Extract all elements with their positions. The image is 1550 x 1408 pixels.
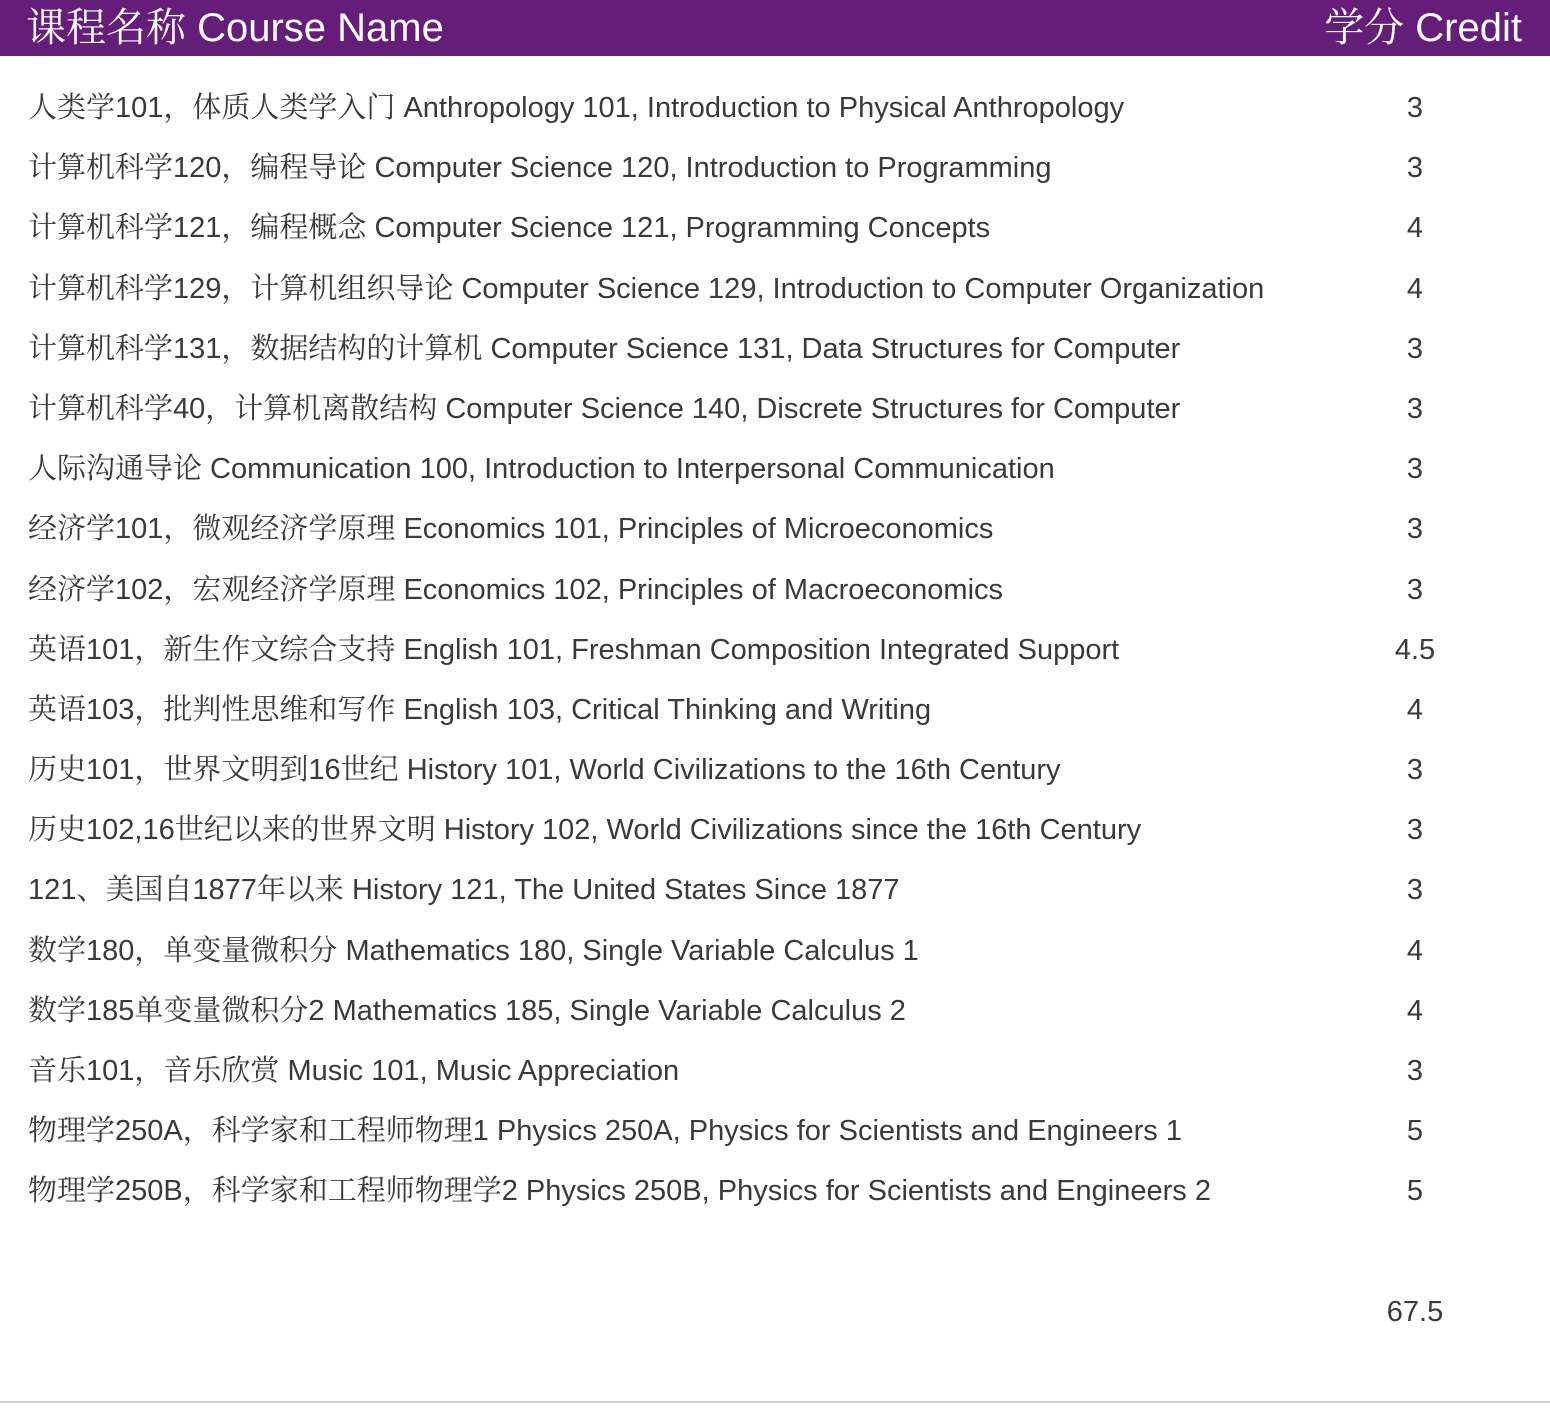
- table-row: [0, 1041, 1550, 1101]
- course-name: 人际沟通导论 Communication 100, Introduction to Interpersonal Communication: [28, 453, 1055, 486]
- table-row: [0, 921, 1550, 981]
- course-credit: 3: [1406, 332, 1424, 365]
- course-name: 英语103，批判性思维和写作 English 103, Critical Thinking and Writing: [28, 693, 932, 726]
- table-row: [0, 138, 1550, 198]
- course-credit: 3: [1406, 92, 1424, 124]
- course-name-header: 课程名称 Course Name: [26, 6, 444, 50]
- course-name: 历史101，世界文明到16世纪 History 101, World Civilizations to the 16th Century: [28, 754, 1061, 787]
- course-name: 计算机科学121，编程概念 Computer Science 121, Programming Concepts: [28, 212, 991, 245]
- table-row: [0, 740, 1550, 800]
- course-credit: 3: [1406, 814, 1424, 847]
- course-credit: 4: [1406, 272, 1424, 305]
- course-name: 经济学102，宏观经济学原理 Economics 102, Principles of Macroeconomics: [28, 573, 1004, 606]
- table-row: [0, 560, 1550, 620]
- course-name: 121、美国自1877年以来 History 121, The United States Since 1877: [28, 874, 900, 907]
- course-credit: 3: [1406, 513, 1424, 546]
- table-row: [0, 319, 1550, 379]
- course-credit: 4.5: [1394, 633, 1436, 666]
- bottom-divider: [0, 1401, 1550, 1403]
- course-list: [0, 78, 1550, 1222]
- course-name: 物理学250A，科学家和工程师物理1 Physics 250A, Physics for Scientists and Engineers 1: [28, 1115, 1182, 1148]
- course-credit: 3: [1406, 152, 1424, 185]
- course-name: 英语101，新生作文综合支持 English 101, Freshman Composition Integrated Support: [28, 633, 1120, 666]
- course-credit: 3: [1406, 392, 1424, 425]
- course-credit: 3: [1406, 754, 1424, 787]
- credit-header: 学分 Credit: [1324, 6, 1522, 50]
- course-name: 历史102,16世纪以来的世界文明 History 102, World Civilizations since the 16th Century: [28, 814, 1142, 847]
- table-row: [0, 78, 1550, 138]
- table-row: [0, 379, 1550, 439]
- course-name: 经济学101，微观经济学原理 Economics 101, Principles of Microeconomics: [28, 513, 994, 546]
- table-row: [0, 860, 1550, 920]
- course-name: 数学185单变量微积分2 Mathematics 185, Single Variable Calculus 2: [28, 994, 906, 1027]
- table-row: [0, 1101, 1550, 1161]
- course-credit: 4: [1406, 994, 1424, 1027]
- course-name: 数学180，单变量微积分 Mathematics 180, Single Variable Calculus 1: [28, 934, 919, 967]
- course-credit: 4: [1406, 934, 1424, 967]
- course-credit: 5: [1406, 1175, 1424, 1208]
- table-row: [0, 680, 1550, 740]
- course-name: 计算机科学120，编程导论 Computer Science 120, Introduction to Programming: [28, 152, 1052, 185]
- table-header: [0, 0, 1550, 56]
- course-credit: 4: [1406, 212, 1424, 245]
- table-row: [0, 499, 1550, 559]
- course-name: 计算机科学40，计算机离散结构 Computer Science 140, Discrete Structures for Computer: [28, 392, 1181, 425]
- course-name: 音乐101，音乐欣赏 Music 101, Music Appreciation: [28, 1055, 680, 1087]
- course-name: 人类学101，体质人类学入门 Anthropology 101, Introduction to Physical Anthropology: [28, 92, 1125, 124]
- course-credit: 3: [1406, 573, 1424, 606]
- total-credits: 67.5: [1386, 1296, 1444, 1328]
- table-row: [0, 439, 1550, 499]
- table-row: [0, 800, 1550, 860]
- table-row: [0, 981, 1550, 1041]
- course-credit: 3: [1406, 453, 1424, 486]
- course-name: 物理学250B，科学家和工程师物理学2 Physics 250B, Physics for Scientists and Engineers 2: [28, 1175, 1211, 1208]
- table-row: [0, 259, 1550, 319]
- course-credit: 4: [1406, 693, 1424, 726]
- course-credit: 3: [1406, 874, 1424, 907]
- course-credit: 5: [1406, 1115, 1424, 1148]
- table-row: [0, 198, 1550, 258]
- table-row: [0, 1161, 1550, 1221]
- course-name: 计算机科学129，计算机组织导论 Computer Science 129, Introduction to Computer Organization: [28, 272, 1265, 305]
- course-credit: 3: [1406, 1055, 1424, 1087]
- table-row: [0, 620, 1550, 680]
- course-name: 计算机科学131，数据结构的计算机 Computer Science 131, Data Structures for Computer: [28, 332, 1181, 365]
